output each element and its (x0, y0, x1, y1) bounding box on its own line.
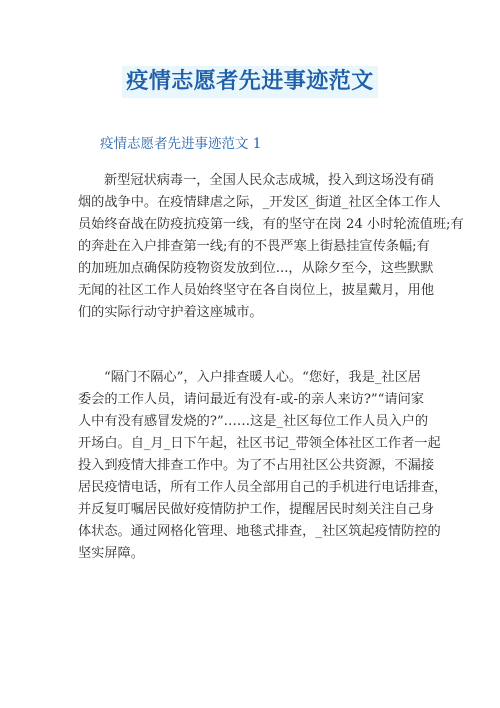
paragraph-1 (78, 170, 464, 324)
paragraph-line: 体状态。通过网格化管理、地毯式排查，_社区筑起疫情防控的 (78, 524, 441, 539)
paragraph-line: 并反复叮嘱居民做好疫情防护工作，提醒居民时刻关注自己身 (78, 502, 435, 517)
paragraph-line: 开场白。自_月_日下午起，社区书记_带领全体社区工作者一起 (78, 436, 441, 451)
paragraph-line: 投入到疫情大排查工作中。为了不占用社区公共资源，不漏接 (78, 458, 435, 473)
section-subtitle: 疫情志愿者先进事迹范文 1 (100, 136, 262, 152)
page-title: 疫情志愿者先进事迹范文 (122, 66, 378, 98)
paragraph-line: 委会的工作人员，请问最近有没有-或-的亲人来访?”“请问家 (78, 392, 424, 407)
paragraph-line: 新型冠状病毒一，全国人民众志成城，投入到这场没有硝 (104, 173, 434, 188)
paragraph-line: 人中有没有感冒发烧的?”……这是_社区每位工作人员入户的 (78, 414, 429, 429)
paragraph-line: 坚实屏障。 (78, 546, 144, 561)
paragraph-line: 们的实际行动守护着这座城市。 (78, 305, 263, 320)
paragraph-line: “隔门不隔心”，入户排查暖人心。“您好，我是_社区居 (104, 370, 421, 385)
paragraph-line: 的奔赴在入户排查第一线;有的不畏严寒上街悬挂宣传条幅;有 (78, 239, 430, 254)
paragraph-2 (78, 367, 448, 565)
paragraph-line: 居民疫情电话，所有工作人员全部用自己的手机进行电话排查， (78, 480, 448, 495)
paragraph-line: 烟的战争中。在疫情肆虐之际，_开发区_街道_社区全体工作人 (78, 195, 441, 210)
paragraph-line: 的加班加点确保防疫物资发放到位...，从除夕至今，这些默默 (78, 261, 434, 276)
title-wrapper (0, 66, 500, 98)
paragraph-line: 员始终奋战在防疫抗疫第一线，有的坚守在岗 24 小时轮流值班;有 (78, 217, 464, 232)
paragraph-line: 无闻的社区工作人员始终坚守在各自岗位上，披星戴月，用他 (78, 283, 435, 298)
